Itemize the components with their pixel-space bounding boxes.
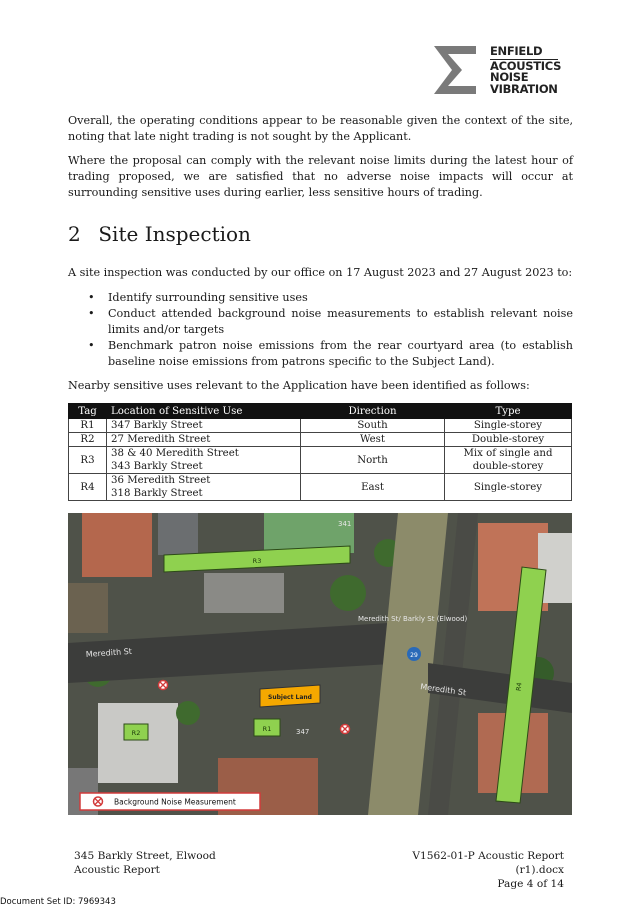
paragraph-operating-conditions: Overall, the operating conditions appear to be reasonable given the context of the site, noting that late night trading is not sought by the Applicant. bbox=[68, 114, 573, 143]
list-item: • Identify surrounding sensitive uses bbox=[88, 291, 308, 304]
cell-direction: West bbox=[301, 433, 445, 447]
logo-line-2: ACOUSTICS bbox=[490, 58, 562, 73]
cell-location: 27 Meredith Street bbox=[107, 433, 301, 447]
cell-direction: North bbox=[301, 447, 445, 474]
aerial-site-map bbox=[68, 513, 572, 815]
table-row bbox=[69, 447, 572, 474]
sensitive-uses-table bbox=[68, 403, 572, 501]
table-header-row bbox=[69, 404, 572, 419]
label-number-347: 347 bbox=[296, 728, 310, 736]
logo-wordmark bbox=[490, 46, 561, 95]
location-line-2: 318 Barkly Street bbox=[111, 488, 203, 499]
footer-right bbox=[380, 849, 564, 891]
cell-type: Single-storey bbox=[445, 474, 572, 501]
footer-address: 345 Barkly Street, Elwood bbox=[74, 850, 216, 862]
footer-page-number: Page 4 of 14 bbox=[497, 878, 564, 890]
bullet-text: Benchmark patron noise emissions from the rear courtyard area (to establish baseline noise emissions from patrons specific to the Subject Land). bbox=[108, 339, 573, 368]
measurement-marker-icon bbox=[159, 681, 168, 690]
cell-tag: R4 bbox=[69, 474, 107, 501]
label-street-west: Meredith St bbox=[85, 646, 133, 659]
label-number-341: 341 bbox=[338, 520, 352, 528]
logo-line-4: VIBRATION bbox=[490, 81, 558, 96]
label-subject-land: Subject Land bbox=[268, 694, 312, 701]
location-line-1: 36 Meredith Street bbox=[111, 475, 211, 486]
location-line-2: 343 Barkly Street bbox=[111, 461, 203, 472]
cell-location: 347 Barkly Street bbox=[107, 419, 301, 433]
label-r3: R3 bbox=[252, 557, 262, 565]
cell-type: Double-storey bbox=[445, 433, 572, 447]
section-heading bbox=[68, 222, 251, 246]
label-street-east: Meredith St bbox=[419, 682, 467, 698]
table-row bbox=[69, 419, 572, 433]
measurement-marker-icon bbox=[341, 725, 350, 734]
cell-tag: R2 bbox=[69, 433, 107, 447]
footer-left bbox=[74, 849, 216, 877]
label-r4: R4 bbox=[514, 681, 524, 692]
cell-type: Single-storey bbox=[445, 419, 572, 433]
cell-tag: R3 bbox=[69, 447, 107, 474]
inspection-list bbox=[68, 290, 573, 370]
label-r2: R2 bbox=[131, 729, 141, 737]
cell-type: Mix of single and double-storey bbox=[445, 447, 572, 474]
bullet-text: Conduct attended background noise measurements to establish relevant noise limits and/or targets bbox=[108, 307, 573, 336]
footer-report-type: Acoustic Report bbox=[74, 864, 160, 876]
section-title: Site Inspection bbox=[98, 222, 251, 246]
list-item: • Benchmark patron noise emissions from the rear courtyard area (to establish baseline noise emissions from patrons specific to the Subject Land). bbox=[88, 339, 573, 368]
cell-location bbox=[107, 474, 301, 501]
header-type: Type bbox=[445, 404, 572, 419]
table-row bbox=[69, 474, 572, 501]
paragraph-noise-limits: Where the proposal can comply with the relevant noise limits during the latest hour of trading proposed, we are satisfied that no adverse noise impacts will occur at surrounding sensitive uses during earlier, less sensitive hours of trading. bbox=[68, 154, 573, 199]
table-row bbox=[69, 433, 572, 447]
bullet-text: Identify surrounding sensitive uses bbox=[108, 291, 308, 304]
header-direction: Direction bbox=[301, 404, 445, 419]
cell-location bbox=[107, 447, 301, 474]
header-tag: Tag bbox=[69, 404, 107, 419]
sigma-logo-icon bbox=[432, 44, 484, 96]
footer-doc-name: V1562-01-P Acoustic Report (r1).docx bbox=[412, 850, 564, 876]
header-location: Location of Sensitive Use bbox=[107, 404, 301, 419]
label-r1: R1 bbox=[262, 725, 272, 733]
logo-line-3: NOISE bbox=[490, 70, 529, 84]
label-route: 29 bbox=[410, 652, 418, 659]
cell-direction: East bbox=[301, 474, 445, 501]
uses-intro: Nearby sensitive uses relevant to the Application have been identified as follows: bbox=[68, 379, 530, 392]
location-line-1: 38 & 40 Meredith Street bbox=[111, 448, 239, 459]
section-number: 2 bbox=[68, 222, 81, 246]
label-tram-stop: Meredith St/ Barkly St (Elwood) bbox=[358, 615, 468, 623]
document-set-id: Document Set ID: 7969343 bbox=[0, 897, 116, 907]
logo-line-1: ENFIELD bbox=[490, 44, 543, 58]
aerial-map-image bbox=[68, 513, 572, 815]
cell-tag: R1 bbox=[69, 419, 107, 433]
cell-direction: South bbox=[301, 419, 445, 433]
inspection-intro: A site inspection was conducted by our office on 17 August 2023 and 27 August 2023 to: bbox=[68, 266, 573, 279]
company-logo bbox=[432, 44, 572, 96]
list-item: • Conduct attended background noise measurements to establish relevant noise limits and/or targets bbox=[88, 307, 573, 336]
legend-label: Background Noise Measurement bbox=[114, 797, 236, 807]
